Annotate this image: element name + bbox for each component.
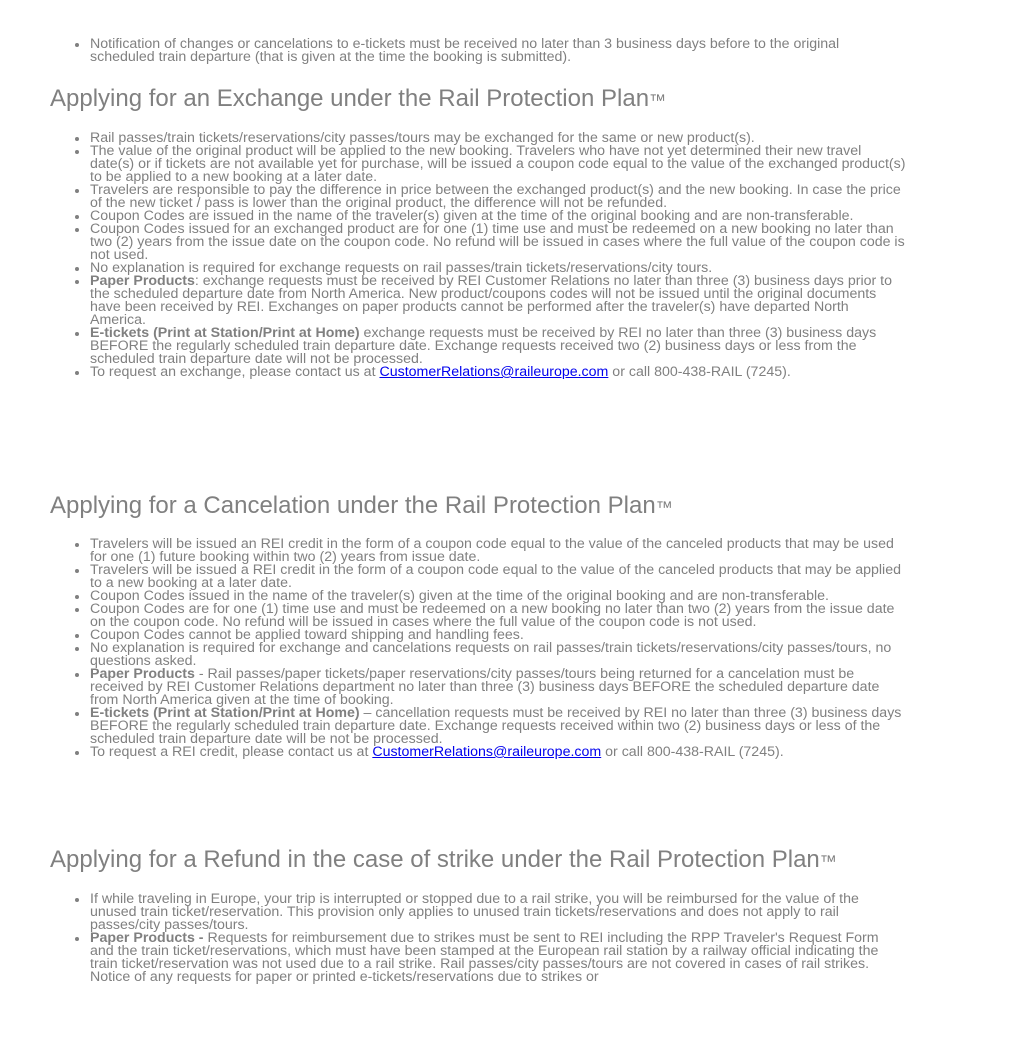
list-item: Coupon Codes issued for an exchanged product are for one (1) time use and must be redeemed on a new booking no later than two (2) years from the issue date on the coupon code. No refund will be issued in cases where the full value of the coupon code is not used. xyxy=(90,221,905,263)
list-item-contact xyxy=(90,366,906,379)
trademark-symbol: ™ xyxy=(819,852,837,871)
bold-label: Paper Products - xyxy=(90,930,204,946)
list-item: Coupon Codes are for one (1) time use and must be redeemed on a new booking no later than two (2) years from the issue date on the coupon code. No refund will be issued in cases where the full value of the coupon code is not used. xyxy=(90,603,906,629)
cancelation-list xyxy=(0,538,1026,759)
bold-label: Paper Products xyxy=(90,273,195,289)
section-heading-cancelation xyxy=(0,492,996,519)
item-text: To request an exchange, please contact us at xyxy=(90,364,380,380)
list-item: The value of the original product will be applied to the new booking. Travelers who have not yet determined their new travel date(s) or if tickets are not available yet for purchase, will be issued a coupon code equal to the value of the exchanged product(s) to be applied to a new booking at a later date. xyxy=(90,143,906,185)
item-text: or call 800-438-RAIL (7245). xyxy=(601,744,784,760)
list-item-paper-products xyxy=(90,932,906,984)
list-item: Rail passes/train tickets/reservations/city passes/tours may be exchanged for the same or new product(s). xyxy=(90,132,906,145)
list-item: Travelers will be issued an REI credit in the form of a coupon code equal to the value of the canceled products that may be used for one (1) future booking within two (2) years from issue date. xyxy=(90,538,906,564)
list-item: Coupon Codes issued in the name of the traveler(s) given at the time of the original booking and are non-transferable. xyxy=(90,590,906,603)
list-item: Coupon Codes are issued in the name of the traveler(s) given at the time of the original booking and are non-transferable. xyxy=(90,210,906,223)
list-item-paper-products xyxy=(90,275,906,327)
list-item: Travelers will be issued a REI credit in the form of a coupon code equal to the value of the canceled products that may be applied to a new booking at a later date. xyxy=(90,564,906,590)
item-text: - Rail passes/paper tickets/paper reservations/city passes/tours being returned for a cancelation must be received by REI Customer Relations department no later than three (3) business days BEFORE the scheduled departure date from North America given at the time of booking. xyxy=(90,666,880,708)
list-item-etickets xyxy=(90,707,906,746)
exchange-list xyxy=(0,132,1026,379)
strike-list xyxy=(0,893,1026,984)
email-link[interactable]: CustomerRelations@raileurope.com xyxy=(379,364,609,380)
list-item: Notification of changes or cancelations to e-tickets must be received no later than 3 business days before to the original scheduled train departure (that is given at the time the booking is submitted). xyxy=(90,38,906,64)
heading-text: Applying for a Refund in the case of strike under the Rail Protection Plan xyxy=(50,846,820,873)
item-text: : exchange requests must be received by REI Customer Relations no later than three (3) business days prior to the scheduled departure date from North America. New product/coupons codes will not be issued until the original documents have been received by REI. Exchanges on paper products cannot be performed after the traveler(s) have departed North America. xyxy=(90,273,892,328)
bold-label: E-tickets (Print at Station/Print at Home) xyxy=(90,705,360,721)
list-item-etickets xyxy=(90,327,906,366)
bold-label: Paper Products xyxy=(90,666,195,682)
item-text: or call 800-438-RAIL (7245). xyxy=(608,364,791,380)
section-heading-exchange xyxy=(0,85,996,112)
trademark-symbol: ™ xyxy=(649,91,667,110)
item-text: exchange requests must be received by REI no later than three (3) business days BEFORE the regularly scheduled train departure date. Exchange requests received two (2) business days or less from the scheduled train departure date will not be processed. xyxy=(90,325,877,367)
item-text: To request a REI credit, please contact us at xyxy=(90,744,373,760)
email-link[interactable]: CustomerRelations@raileurope.com xyxy=(372,744,602,760)
section-heading-strike-refund xyxy=(0,846,996,873)
list-item: No explanation is required for exchange and cancelations requests on rail passes/train tickets/reservations/city passes/tours, no questions asked. xyxy=(90,642,906,668)
heading-text: Applying for a Cancelation under the Rail Protection Plan xyxy=(50,492,656,519)
item-text: Requests for reimbursement due to strikes must be sent to REI including the RPP Traveler's Request Form and the train ticket/reservations, which must have been stamped at the European rail station by a railway official indicating the train ticket/reservation was not used due to a rail strike. Rail passes/city passes/tours are not covered in cases of rail strikes. Notice of any requests for paper or printed e-tickets/reservations due to strikes or xyxy=(90,930,879,985)
bold-label: E-tickets (Print at Station/Print at Home) xyxy=(90,325,360,341)
trademark-symbol: ™ xyxy=(655,498,673,517)
list-item: Travelers are responsible to pay the difference in price between the exchanged product(s) and the new booking. In case the price of the new ticket / pass is lower than the original product, the difference will not be refunded. xyxy=(90,184,906,210)
item-text: – cancellation requests must be received by REI no later than three (3) business days BEFORE the regularly scheduled train departure date. Exchange requests received within two (2) business days or less of the scheduled train departure date will be not be processed. xyxy=(90,705,902,747)
heading-text: Applying for an Exchange under the Rail Protection Plan xyxy=(50,85,650,112)
list-item-contact xyxy=(90,746,906,759)
list-item: If while traveling in Europe, your trip is interrupted or stopped due to a rail strike, you will be reimbursed for the value of the unused train ticket/reservation. This provision only applies to unused train tickets/reservations and does not apply to rail passes/city passes/tours. xyxy=(90,893,906,932)
intro-list xyxy=(0,38,1026,64)
list-item: Coupon Codes cannot be applied toward shipping and handling fees. xyxy=(90,629,906,642)
list-item: No explanation is required for exchange requests on rail passes/train tickets/reservations/city tours. xyxy=(90,262,906,275)
list-item-paper-products xyxy=(90,668,906,707)
